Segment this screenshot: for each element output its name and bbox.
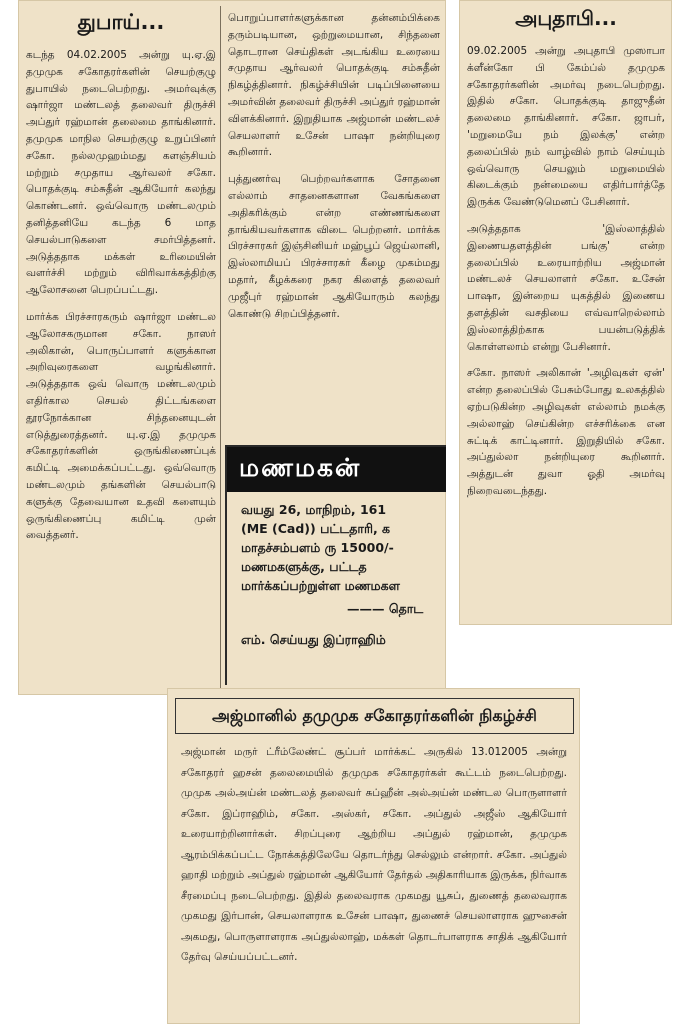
dubai-paragraph-1: கடந்த 04.02.2005 அன்று யு.ஏ.இ தமுமுக சகோதரர்களின் செயற்குழு துபாயில் நடைபெற்றது. அமர்வுக்கு ஷார்ஜா மண்டலத் தலைவர் திருச்சி அப்துர் ரஹ்மான் தலைமை தாங்கினார். தமுமுக மாநில செயற்குழு உறுப்பினர் சகோ. நல்லமுஹம்மது களஞ்சியம் மற்றும் சமுதாய ஆர்வலர் சகோ. பொதக்குடி சம்சுதீன் ஆகியோர் கலந்து கொண்டனர். ஒவ்வொரு மண்டலமும் தனித்தனியே கடந்த 6 மாத செயல்பாடுகளை சமர்பித்தனர். அடுத்ததாக மக்கள் உரிமையின் வளர்ச்சி மற்றும் விரிவாக்கத்திற்கு ஆலோசனை பெறப்பட்டது. [26, 49, 216, 297]
ajman-paragraph: அஜ்மான் மருர் ட்ரீம்லேண்ட் சூப்பர் மார்க்கட் அருகில் 13.012005 அன்று சகோதரர் ஹசன் தலைமையில் தமுமுக சகோதரர்கள் கூட்டம் நடைபெற்றது. முமுக அல்அய்ன் மண்டலத் தலைவர் சுப்ஹீன் அல்அய்ன் மண்டல பொருளாளர் சகோ. இப்ராஹிம், சகோ. அஸ்கர், சகோ. அப்துல் அஜீஸ் ஆகியோர் உரையாற்றினார்கள். சிறப்புரை ஆற்றிய அப்துல் ரஹ்மான், தமுமுக ஆரம்பிக்கப்பட்ட நோக்கத்திலேயே தொடர்ந்து செல்லும் என்றார். சகோ. அப்துல் ஹாதி மற்றும் அப்துல் ரஹ்மான் ஆகியோர் தேர்தல் அதிகாரியாக இருக்க, நிர்வாக சீரமைப்பு நடைபெற்றது. இதில் தலைவராக முகமது யூசுப், துணைத் தலைவராக முகமது இர்பான், செயலாளராக உசேன் பாஷா, துணைச் செயலாளராக ஹுசைன் அகமது, பொருளாளராக அப்துல்லாஹ், மக்கள் தொடர்பாளராக சாதிக் ஆகியோர் தேர்வு செய்யப்பட்டனர். [181, 746, 567, 963]
ajman-headline: அஜ்மானில் தமுமுக சகோதரர்களின் நிகழ்ச்சி [212, 705, 537, 725]
matrimonial-line: மாதச்சம்பளம் ரு 15000/- [241, 540, 394, 555]
dubai-col2-paragraph-1: பொறுப்பாளர்களுக்கான தன்னம்பிக்கை தரும்படியான, ஒற்றுமையான, சிந்தனை தொடரான செய்திகள் அடங்கிய உரையை சமுதாய ஆர்வலர் பொதக்குடி சம்சுதீன் நிகழ்த்தினார். நிகழ்ச்சியின் படிப்பினையை அமர்வின் தலைவர் திருச்சி அப்துர் ரஹ்மான் விளக்கினார். இறுதியாக அஜ்மான் மண்டலச் செயலாளர் உசேன் பாஷா நன்றியுரை கூறினார். [228, 12, 440, 159]
dubai-column-2 [228, 10, 440, 440]
matrimonial-contact-label: ——— தொட [347, 601, 424, 616]
matrimonial-line: மணமகளுக்கு, பட்டத [241, 559, 367, 574]
ajman-clipping [167, 688, 580, 1024]
dubai-column-1 [26, 10, 216, 690]
dubai-headline: துபாய்... [77, 10, 165, 34]
matrimonial-line: (ME (Cad)) பட்டதாரி, க [241, 521, 391, 536]
matrimonial-ad [225, 445, 446, 685]
ajman-body [181, 742, 567, 1020]
abudhabi-paragraph-3: சகோ. நாஸர் அலிகான் 'அழிவுகள் ஏன்' என்ற தலைப்பில் பேசும்போது உலகத்தில் ஏற்படுகின்ற அழிவுகள் எல்லாம் நமக்கு அல்லாஹ் செய்கின்ற எச்சரிக்கை என சுட்டிக் காட்டினார். இறுதியில் சகோ. அப்துல்லா நன்றியுரை கூறினார். அத்துடன் துவா ஓதி அமர்வு நிறைவடைந்தது. [467, 367, 665, 497]
abudhabi-paragraph-1: 09.02.2005 அன்று அபுதாபி முஸாபா க்ளீன்கோ பி கேம்ப்ல் தமுமுக சகோதரர்களின் அமர்வு நடைபெற்றது. இதில் சகோ. பொதக்குடி தாஜுதீன் தலைமை தாங்கினார். சகோ. ஜாபர், 'மறுமையே நம் இலக்கு' என்ற தலைப்பில் நம் வாழ்வில் நாம் செய்யும் ஒவ்வொரு செயலும் மறுமையில் கிடைக்கும் நன்மையை எதிர்பார்த்தே இருக்க வேண்டுமெனப் பேசினார். [467, 45, 665, 209]
matrimonial-line: மார்க்கப்பற்றுள்ள மணமகள [241, 578, 400, 593]
abudhabi-headline: அபுதாபி... [515, 6, 617, 30]
abudhabi-column [467, 6, 665, 618]
abudhabi-clipping [459, 0, 672, 625]
matrimonial-contact-name: எம். செய்யது இப்ராஹிம் [241, 632, 386, 647]
dubai-clipping [18, 0, 446, 695]
matrimonial-title: மணமகன் [227, 447, 446, 492]
dubai-paragraph-2: மார்க்க பிரச்சாரகரும் ஷார்ஜா மண்டல ஆலோசகருமான சகோ. நாஸர் அலிகான், பொருப்பாளர் களுக்கான அறிவுரைகளை வழங்கினார். அடுத்ததாக ஒவ் வொரு மண்டலமும் எதிர்கால செயல் திட்டங்களை தூரநோக்கான சிந்தனையுடன் எடுத்துரைத்தனர். யு.ஏ.இ தமுமுக சகோதரர்களின் ஒருங்கிணைப்புக் கமிட்டி அமைக்கப்பட்டது. ஒவ்வொரு மண்டலமும் தங்களின் செயல்பாடு களுக்கு தேவையான உதவி களையும் ஒருங்கிணைப்பு கமிட்டி முன் வைத்தனர். [26, 310, 216, 542]
dubai-col2-paragraph-2: புத்துணர்வு பெற்றவர்களாக சோதனை எல்லாம் சாதனைகளான வேகங்களை அதிகரிக்கும் என்ற எண்ணங்களை தாங்கியவர்களாக விடை பெற்றனர். மார்க்க பிரச்சாரகர் இஞ்சினியர் மஹ்பூப் ஜெய்லானி, இஸ்லாமியப் பிரச்சாரகர் கீழை முகம்மது மதார், கீழக்கரை நகர கிளைத் தலைவர் முஜீபுர் ரஹ்மான் ஆகியோரும் கலந்து கொண்டு சிறப்பித்தனர். [228, 173, 440, 320]
abudhabi-paragraph-2: அடுத்ததாக 'இஸ்லாத்தில் இணையதளத்தின் பங்கு' என்ற தலைப்பில் உரையாற்றிய அஜ்மான் மண்டலச் செயலாளர் சகோ. உசேன் பாஷா, இன்றைய யுகத்தில் இணைய தளத்தின் வசதியை எவ்வாறெல்லாம் இஸ்லாத்திற்காக பயன்படுத்திக் கொள்ளலாம் என்று பேசினார். [467, 222, 665, 353]
column-divider [220, 6, 221, 688]
ajman-headline-box [175, 698, 574, 734]
matrimonial-line: வயது 26, மாநிறம், 161 [241, 502, 387, 517]
